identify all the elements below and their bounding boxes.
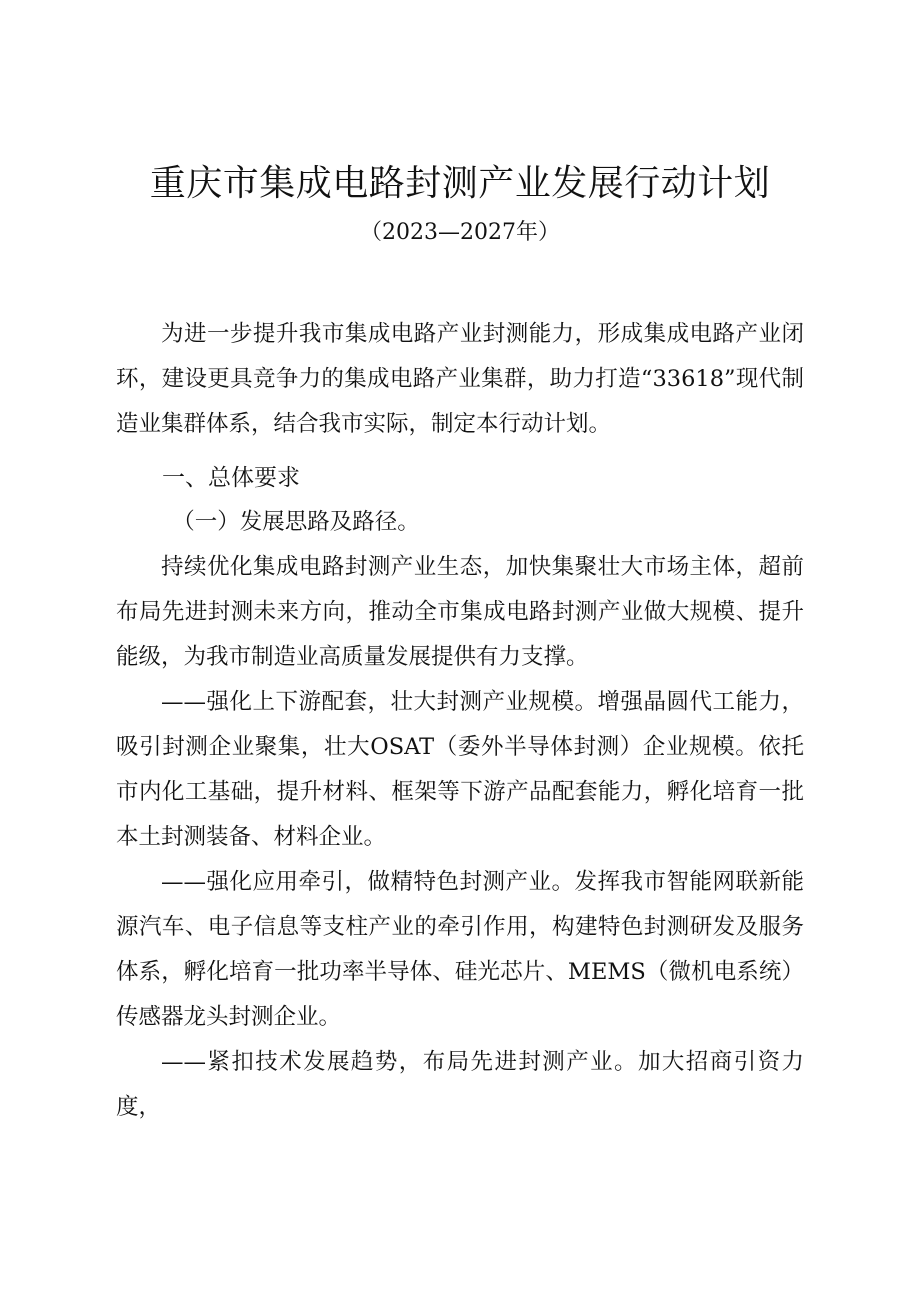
intro-paragraph: 为进一步提升我市集成电路产业封测能力，形成集成电路产业闭环，建设更具竞争力的集成电路产业集群，助力打造“33618”现代制造业集群体系，结合我市实际，制定本行动计划。 — [116, 321, 804, 437]
spacer — [116, 447, 804, 454]
body-paragraph: ——紧扣技术发展趋势，布局先进封测产业。加大招商引资力度， — [116, 1049, 804, 1120]
section-heading: 一、总体要求 — [162, 465, 300, 491]
body-paragraph: 持续优化集成电路封测产业生态，加快集聚壮大市场主体，超前布局先进封测未来方向，推动全市集成电路封测产业做大规模、提升能级，为我市制造业高质量发展提供有力支撑。 — [116, 554, 804, 670]
subsection-heading: （一）发展思路及路径。 — [172, 509, 420, 535]
document-subtitle: （2023—2027年） — [360, 220, 560, 245]
document-body — [116, 312, 804, 1130]
body-paragraph: ——强化上下游配套，壮大封测产业规模。增强晶圆代工能力，吸引封测企业聚集，壮大OSAT（委外半导体封测）企业规模。依托市内化工基础，提升材料、框架等下游产品配套能力，孵化培育一批本土封测装备、材料企业。 — [116, 689, 804, 850]
body-paragraph: ——强化应用牵引，做精特色封测产业。发挥我市智能网联新能源汽车、电子信息等支柱产业的牵引作用，构建特色封测研发及服务体系，孵化培育一批功率半导体、硅光芯片、MEMS（微机电系统）传感器龙头封测企业。 — [116, 869, 804, 1030]
document-title: 重庆市集成电路封测产业发展行动计划 — [149, 163, 771, 204]
